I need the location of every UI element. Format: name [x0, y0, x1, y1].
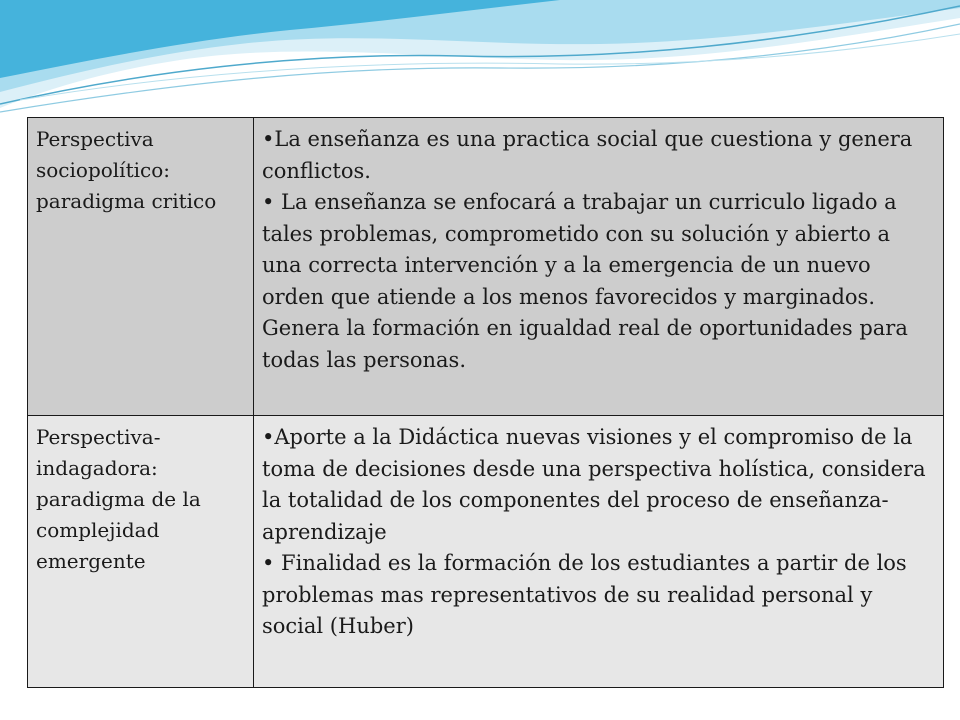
bullet-item: • Finalidad es la formación de los estudiantes a partir de los problemas mas representativos de su realidad personal y social (Huber) [262, 551, 907, 638]
table-row [28, 416, 944, 688]
bullet-item: • La enseñanza se enfocará a trabajar un curriculo ligado a tales problemas, comprometido con su solución y abierto a una correcta intervención y a la emergencia de un nuevo orden que atiende a los menos favorecidos y marginados. Genera la formación en igualdad real de oportunidades para todas las personas. [262, 190, 908, 372]
perspectives-table [27, 117, 944, 688]
perspective-description [254, 118, 944, 416]
table-row [28, 118, 944, 416]
bullet-item: •Aporte a la Didáctica nuevas visiones y el compromiso de la toma de decisiones desde una perspectiva holística, considera la totalidad de los componentes del proceso de enseñanza-aprendizaje [262, 425, 926, 544]
perspective-description [254, 416, 944, 688]
perspective-label: Perspectiva-indagadora: paradigma de la complejidad emergente [28, 416, 254, 688]
perspective-label: Perspectiva sociopolítico: paradigma critico [28, 118, 254, 416]
decorative-wave-header [0, 0, 960, 120]
bullet-item: •La enseñanza es una practica social que cuestiona y genera conflictos. [262, 127, 913, 183]
